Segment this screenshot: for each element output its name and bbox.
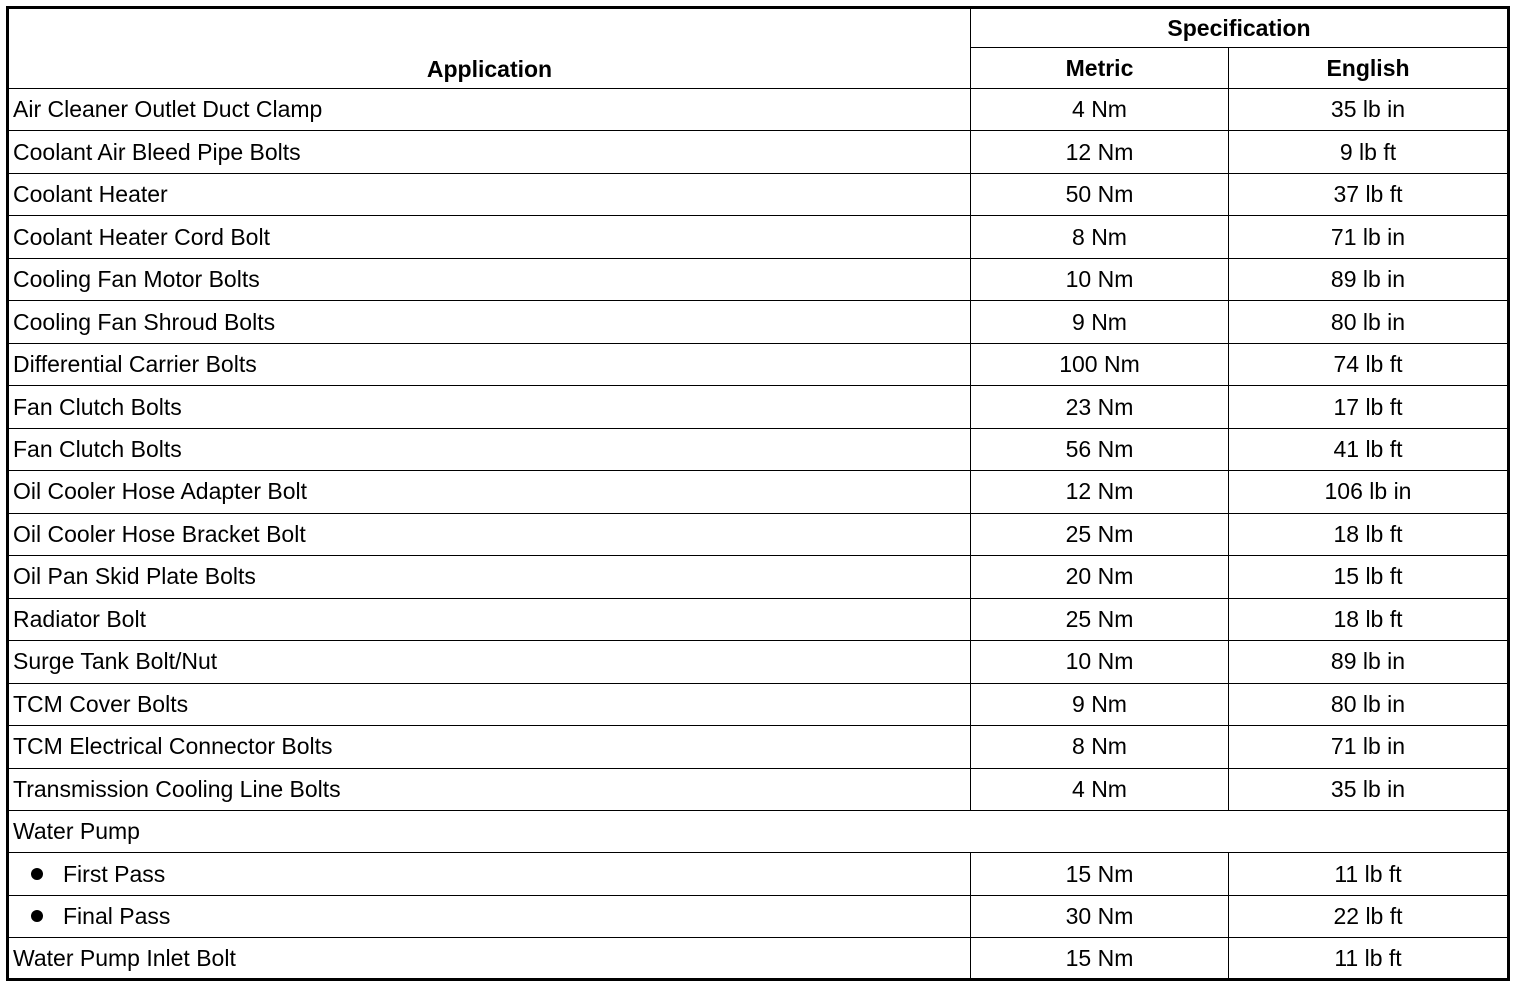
application-cell: [8, 853, 971, 895]
table-row: [8, 726, 1509, 768]
metric-cell: 25 Nm: [971, 598, 1229, 640]
metric-cell: 8 Nm: [971, 216, 1229, 258]
application-cell: Fan Clutch Bolts: [8, 428, 971, 470]
table-row: [8, 471, 1509, 513]
metric-cell: 9 Nm: [971, 683, 1229, 725]
english-cell: 89 lb in: [1229, 258, 1509, 300]
table-row: [8, 428, 1509, 470]
water-pump-label: Water Pump: [8, 810, 1509, 852]
english-cell: 9 lb ft: [1229, 131, 1509, 173]
table-row: [8, 258, 1509, 300]
bullet-icon: [31, 868, 43, 880]
bullet-icon: [31, 910, 43, 922]
table-row: [8, 641, 1509, 683]
english-cell: 18 lb ft: [1229, 513, 1509, 555]
metric-cell: 8 Nm: [971, 726, 1229, 768]
english-cell: 41 lb ft: [1229, 428, 1509, 470]
english-cell: 11 lb ft: [1229, 853, 1509, 895]
application-cell: Oil Pan Skid Plate Bolts: [8, 556, 971, 598]
metric-cell: 12 Nm: [971, 471, 1229, 513]
table-row: [8, 216, 1509, 258]
application-cell: Cooling Fan Shroud Bolts: [8, 301, 971, 343]
metric-cell: 30 Nm: [971, 895, 1229, 937]
application-cell: Air Cleaner Outlet Duct Clamp: [8, 89, 971, 131]
english-cell: 11 lb ft: [1229, 938, 1509, 980]
metric-cell: 56 Nm: [971, 428, 1229, 470]
english-cell: 71 lb in: [1229, 216, 1509, 258]
metric-cell: 12 Nm: [971, 131, 1229, 173]
english-cell: 80 lb in: [1229, 683, 1509, 725]
application-cell: Transmission Cooling Line Bolts: [8, 768, 971, 810]
english-cell: 35 lb in: [1229, 89, 1509, 131]
application-header: Application: [8, 8, 971, 89]
application-cell: Fan Clutch Bolts: [8, 386, 971, 428]
application-cell: Coolant Heater: [8, 173, 971, 215]
table-row: [8, 768, 1509, 810]
application-cell: Surge Tank Bolt/Nut: [8, 641, 971, 683]
table-row: [8, 683, 1509, 725]
metric-cell: 10 Nm: [971, 641, 1229, 683]
english-cell: 80 lb in: [1229, 301, 1509, 343]
pass-label: First Pass: [63, 860, 166, 887]
application-cell: Coolant Heater Cord Bolt: [8, 216, 971, 258]
english-cell: 71 lb in: [1229, 726, 1509, 768]
metric-cell: 4 Nm: [971, 768, 1229, 810]
english-cell: 74 lb ft: [1229, 343, 1509, 385]
water-pump-group-row: [8, 810, 1509, 852]
english-cell: 18 lb ft: [1229, 598, 1509, 640]
application-cell: Oil Cooler Hose Adapter Bolt: [8, 471, 971, 513]
table-row: [8, 895, 1509, 937]
metric-header: Metric: [971, 48, 1229, 89]
english-header: English: [1229, 48, 1509, 89]
table-row: [8, 301, 1509, 343]
metric-cell: 50 Nm: [971, 173, 1229, 215]
english-cell: 106 lb in: [1229, 471, 1509, 513]
metric-cell: 15 Nm: [971, 853, 1229, 895]
table-row: [8, 386, 1509, 428]
metric-cell: 23 Nm: [971, 386, 1229, 428]
english-cell: 35 lb in: [1229, 768, 1509, 810]
english-cell: 22 lb ft: [1229, 895, 1509, 937]
english-cell: 37 lb ft: [1229, 173, 1509, 215]
table-row: [8, 343, 1509, 385]
table-row: [8, 598, 1509, 640]
application-cell: Cooling Fan Motor Bolts: [8, 258, 971, 300]
english-cell: 15 lb ft: [1229, 556, 1509, 598]
specification-header: Specification: [971, 8, 1509, 48]
metric-cell: 4 Nm: [971, 89, 1229, 131]
table-row: [8, 513, 1509, 555]
table-row: [8, 556, 1509, 598]
table-row: [8, 131, 1509, 173]
table-row: [8, 173, 1509, 215]
metric-cell: 15 Nm: [971, 938, 1229, 980]
application-cell: TCM Cover Bolts: [8, 683, 971, 725]
torque-spec-table: [6, 6, 1510, 981]
application-cell: [8, 895, 971, 937]
application-cell: Radiator Bolt: [8, 598, 971, 640]
application-cell: Coolant Air Bleed Pipe Bolts: [8, 131, 971, 173]
table-row: [8, 938, 1509, 980]
english-cell: 17 lb ft: [1229, 386, 1509, 428]
metric-cell: 20 Nm: [971, 556, 1229, 598]
application-cell: TCM Electrical Connector Bolts: [8, 726, 971, 768]
application-cell: Oil Cooler Hose Bracket Bolt: [8, 513, 971, 555]
english-cell: 89 lb in: [1229, 641, 1509, 683]
header-row-top: [8, 8, 1509, 48]
metric-cell: 25 Nm: [971, 513, 1229, 555]
application-cell: Differential Carrier Bolts: [8, 343, 971, 385]
metric-cell: 10 Nm: [971, 258, 1229, 300]
metric-cell: 100 Nm: [971, 343, 1229, 385]
application-cell: Water Pump Inlet Bolt: [8, 938, 971, 980]
table-row: [8, 853, 1509, 895]
metric-cell: 9 Nm: [971, 301, 1229, 343]
table-row: [8, 89, 1509, 131]
pass-label: Final Pass: [63, 903, 171, 930]
